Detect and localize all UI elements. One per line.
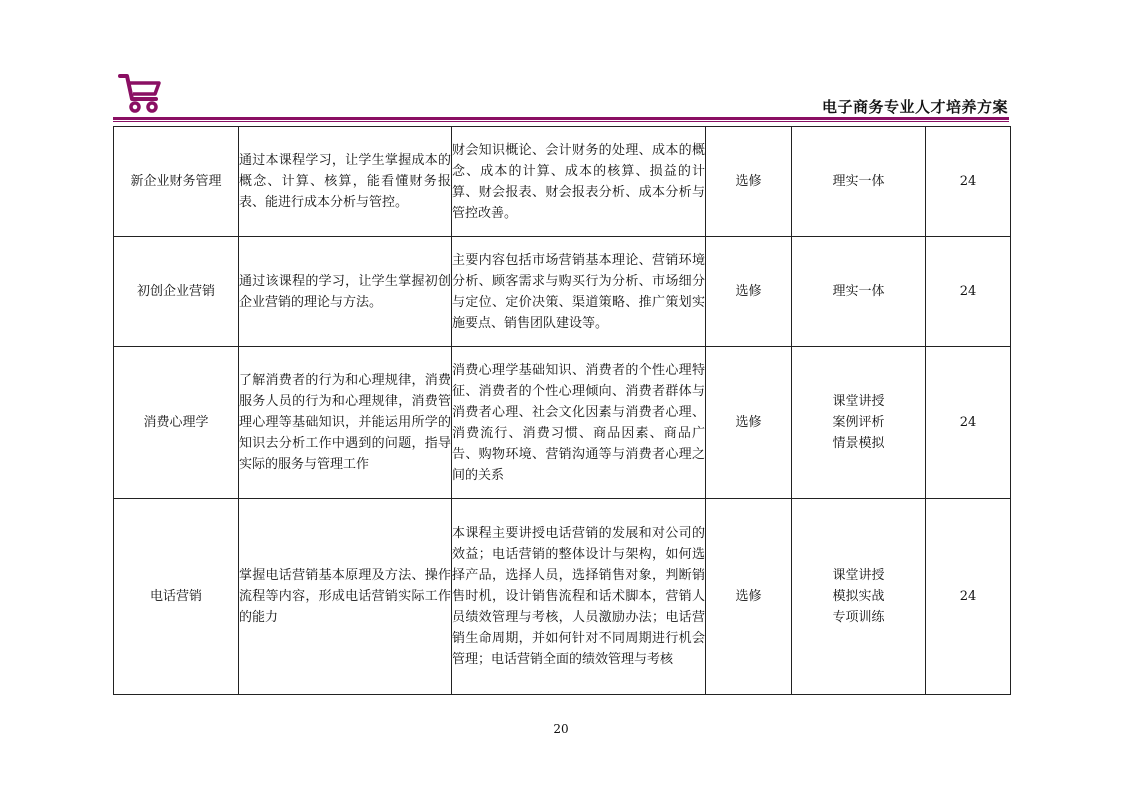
course-objective-cell: 通过本课程学习，让学生掌握成本的概念、计算、核算，能看懂财务报表、能进行成本分析与管控。 — [239, 127, 452, 237]
course-type-cell: 选修 — [706, 127, 792, 237]
course-hours-cell: 24 — [926, 127, 1011, 237]
teaching-method-cell — [792, 347, 926, 499]
course-objective-cell: 了解消费者的行为和心理规律，消费服务人员的行为和心理规律，消费管理心理等基础知识，并能运用所学的知识去分析工作中遇到的问题，指导实际的服务与管理工作 — [239, 347, 452, 499]
course-hours-cell: 24 — [926, 347, 1011, 499]
table-row — [114, 237, 1011, 347]
course-name-cell: 消费心理学 — [114, 347, 239, 499]
course-type-cell: 选修 — [706, 347, 792, 499]
page-number: 20 — [553, 722, 569, 736]
teaching-method-line: 理实一体 — [832, 174, 885, 189]
course-content-cell: 本课程主要讲授电话营销的发展和对公司的效益；电话营销的整体设计与架构，如何选择产品，选择人员，选择销售对象，判断销售时机，设计销售流程和话术脚本，营销人员绩效管理与考核，人员激励办法；电话营销生命周期，并如何针对不同周期进行机会管理；电话营销全面的绩效管理与考核 — [452, 499, 706, 695]
teaching-method-cell — [792, 499, 926, 695]
course-content-cell: 消费心理学基础知识、消费者的个性心理特征、消费者的个性心理倾向、消费者群体与消费者心理、社会文化因素与消费者心理、消费流行、消费习惯、商品因素、商品广告、购物环境、营销沟通等与消费者心理之间的关系 — [452, 347, 706, 499]
table-row — [114, 347, 1011, 499]
header-rule-thick — [113, 117, 1009, 120]
shopping-cart-icon — [117, 72, 163, 114]
course-type-cell: 选修 — [706, 237, 792, 347]
course-content-cell: 主要内容包括市场营销基本理论、营销环境分析、顾客需求与购买行为分析、市场细分与定位、定价决策、渠道策略、推广策划实施要点、销售团队建设等。 — [452, 237, 706, 347]
teaching-method-cell — [792, 237, 926, 347]
teaching-method-line: 情景模拟 — [832, 436, 885, 451]
course-name-cell: 电话营销 — [114, 499, 239, 695]
course-table — [113, 126, 1011, 695]
table-row — [114, 127, 1011, 237]
teaching-method-line: 模拟实战 — [832, 589, 885, 604]
course-name-cell: 新企业财务管理 — [114, 127, 239, 237]
course-content-cell: 财会知识概论、会计财务的处理、成本的概念、成本的计算、成本的核算、损益的计算、财会报表、财会报表分析、成本分析与管控改善。 — [452, 127, 706, 237]
teaching-method-line: 案例评析 — [832, 415, 885, 430]
teaching-method-cell — [792, 127, 926, 237]
teaching-method-line: 专项训练 — [832, 610, 885, 625]
course-hours-cell: 24 — [926, 237, 1011, 347]
course-objective-cell: 掌握电话营销基本原理及方法、操作流程等内容，形成电话营销实际工作的能力 — [239, 499, 452, 695]
teaching-method-line: 理实一体 — [832, 284, 885, 299]
course-objective-cell: 通过该课程的学习，让学生掌握初创企业营销的理论与方法。 — [239, 237, 452, 347]
course-type-cell: 选修 — [706, 499, 792, 695]
teaching-method-line: 课堂讲授 — [832, 394, 885, 409]
teaching-method-line: 课堂讲授 — [832, 568, 885, 583]
header-rule-thin — [113, 121, 1009, 122]
table-row — [114, 499, 1011, 695]
document-title: 电子商务专业人才培养方案 — [821, 98, 1008, 116]
course-name-cell: 初创企业营销 — [114, 237, 239, 347]
course-hours-cell: 24 — [926, 499, 1011, 695]
